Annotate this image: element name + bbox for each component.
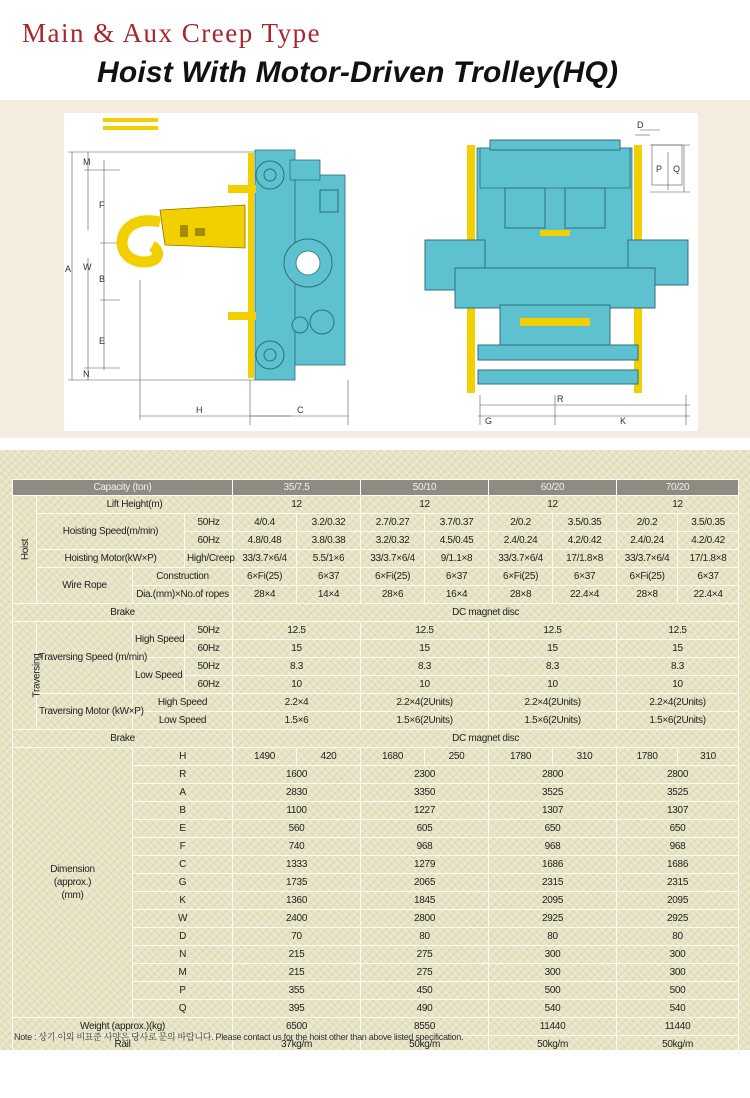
spec-cell: 70 xyxy=(233,928,361,946)
traversing-motor-label: Traversing Motor (kW×P) xyxy=(37,694,133,730)
spec-cell: 17/1.8×8 xyxy=(553,550,617,568)
spec-table xyxy=(12,479,739,1054)
spec-cell: 2800 xyxy=(617,766,739,784)
spec-cell: 10 xyxy=(233,676,361,694)
spec-cell: 1100 xyxy=(233,802,361,820)
spec-cell: 1.5×6(2Units) xyxy=(489,712,617,730)
high-speed-sub-label: High Speed xyxy=(133,694,233,712)
spec-cell: 15 xyxy=(233,640,361,658)
traversing-group-label: Traversing xyxy=(13,622,37,730)
spec-cell: 605 xyxy=(361,820,489,838)
spec-cell: 2.7/0.27 xyxy=(361,514,425,532)
hoisting-motor-row xyxy=(13,550,739,568)
capacity-value: 35/7.5 xyxy=(233,480,361,496)
dim-label-f: F xyxy=(99,200,105,210)
spec-cell: 310 xyxy=(678,748,739,766)
frequency-label: 60Hz xyxy=(185,676,233,694)
dimension-letter: C xyxy=(133,856,233,874)
lift-height-value: 12 xyxy=(233,496,361,514)
spec-cell: 1279 xyxy=(361,856,489,874)
spec-cell: 12.5 xyxy=(617,622,739,640)
weight-label: Weight (approx.)(kg) xyxy=(13,1018,233,1036)
spec-cell: 3525 xyxy=(617,784,739,802)
dimension-letter: W xyxy=(133,910,233,928)
spec-cell: 50kg/m xyxy=(361,1036,489,1054)
traversing-brake-row xyxy=(13,730,739,748)
spec-cell: 6×Fi(25) xyxy=(361,568,425,586)
spec-cell: 1735 xyxy=(233,874,361,892)
frequency-label: 60Hz xyxy=(185,640,233,658)
spec-cell: 2.2×4 xyxy=(233,694,361,712)
spec-cell: 8.3 xyxy=(489,658,617,676)
trav-motor-high-row xyxy=(13,694,739,712)
spec-cell: 1360 xyxy=(233,892,361,910)
dimension-letter: Q xyxy=(133,1000,233,1018)
spec-cell: 2400 xyxy=(233,910,361,928)
catalog-title: Main & Aux Creep Type xyxy=(22,18,322,48)
catalog-subtitle: Hoist With Motor-Driven Trolley(HQ) xyxy=(97,56,619,89)
frequency-label: 60Hz xyxy=(185,532,233,550)
spec-cell: 6×Fi(25) xyxy=(233,568,297,586)
spec-cell: 28×6 xyxy=(361,586,425,604)
spec-cell: 2.4/0.24 xyxy=(489,532,553,550)
spec-cell: 3525 xyxy=(489,784,617,802)
spec-cell: 12.5 xyxy=(361,622,489,640)
spec-cell: 250 xyxy=(425,748,489,766)
spec-cell: 740 xyxy=(233,838,361,856)
front-view-hoist xyxy=(425,140,688,393)
dim-label-p: P xyxy=(656,164,663,174)
spec-cell: 33/3.7×6/4 xyxy=(617,550,678,568)
spec-cell: 968 xyxy=(489,838,617,856)
dimension-letter: H xyxy=(133,748,233,766)
spec-cell: 560 xyxy=(233,820,361,838)
spec-cell: 1227 xyxy=(361,802,489,820)
spec-cell: 2300 xyxy=(361,766,489,784)
hoisting-speed-label: Hoisting Speed(m/min) xyxy=(37,514,185,550)
spec-cell: 968 xyxy=(617,838,739,856)
dim-label-n: N xyxy=(83,369,90,379)
spec-cell: 12.5 xyxy=(489,622,617,640)
spec-cell: 5.5/1×6 xyxy=(297,550,361,568)
spec-cell: 10 xyxy=(489,676,617,694)
spec-cell: 22.4×4 xyxy=(678,586,739,604)
spec-cell: 2.2×4(2Units) xyxy=(617,694,739,712)
dimension-letter: A xyxy=(133,784,233,802)
spec-cell: 15 xyxy=(617,640,739,658)
high-speed-label: High Speed xyxy=(133,622,185,658)
spec-cell: 450 xyxy=(361,982,489,1000)
spec-cell: 2925 xyxy=(617,910,739,928)
spec-cell: 80 xyxy=(361,928,489,946)
dimension-letter: P xyxy=(133,982,233,1000)
dia-label: Dia.(mm)×No.of ropes xyxy=(133,586,233,604)
spec-cell: 275 xyxy=(361,964,489,982)
spec-cell: 50kg/m xyxy=(489,1036,617,1054)
spec-cell: 6×Fi(25) xyxy=(489,568,553,586)
spec-cell: 2095 xyxy=(489,892,617,910)
side-view-hoist xyxy=(103,118,345,380)
dim-label-a: A xyxy=(65,264,72,274)
spec-cell: 540 xyxy=(489,1000,617,1018)
spec-cell: 2.2×4(2Units) xyxy=(361,694,489,712)
traversing-speed-label: Traversing Speed (m/min) xyxy=(37,622,133,694)
spec-cell: 28×8 xyxy=(489,586,553,604)
spec-cell: 6×37 xyxy=(297,568,361,586)
spec-cell: 8.3 xyxy=(617,658,739,676)
dimension-h-row xyxy=(13,748,739,766)
dim-label-d: D xyxy=(637,120,644,130)
spec-cell: 3.8/0.38 xyxy=(297,532,361,550)
spec-cell: 215 xyxy=(233,946,361,964)
spec-cell: 2.2×4(2Units) xyxy=(489,694,617,712)
spec-cell: 2095 xyxy=(617,892,739,910)
spec-cell: 15 xyxy=(489,640,617,658)
spec-cell: 8550 xyxy=(361,1018,489,1036)
hoist-brake-row xyxy=(13,604,739,622)
spec-cell: 37kg/m xyxy=(233,1036,361,1054)
spec-cell: 1.5×6(2Units) xyxy=(617,712,739,730)
spec-cell: 1686 xyxy=(617,856,739,874)
spec-cell: 2/0.2 xyxy=(617,514,678,532)
dim-label-k: K xyxy=(620,416,627,426)
spec-cell: 17/1.8×8 xyxy=(678,550,739,568)
lift-height-value: 12 xyxy=(489,496,617,514)
spec-cell: 11440 xyxy=(617,1018,739,1036)
hoisting-speed-50-row xyxy=(13,514,739,532)
spec-cell: 650 xyxy=(489,820,617,838)
spec-cell: 50kg/m xyxy=(617,1036,739,1054)
dimension-letter: N xyxy=(133,946,233,964)
dimension-group-label: Dimension (approx.) (mm) xyxy=(13,748,133,1018)
spec-cell: 80 xyxy=(489,928,617,946)
spec-cell: 490 xyxy=(361,1000,489,1018)
spec-cell: 4.2/0.42 xyxy=(678,532,739,550)
dim-label-w: W xyxy=(83,262,92,272)
spec-cell: 300 xyxy=(617,946,739,964)
spec-cell: 10 xyxy=(361,676,489,694)
lift-height-row xyxy=(13,496,739,514)
spec-cell: 3.2/0.32 xyxy=(361,532,425,550)
capacity-label: Capacity (ton) xyxy=(13,480,233,496)
spec-cell: 1680 xyxy=(361,748,425,766)
hoist-group-label: Hoist xyxy=(13,496,37,604)
spec-cell: 9/1.1×8 xyxy=(425,550,489,568)
spec-cell: 420 xyxy=(297,748,361,766)
spec-cell: 6500 xyxy=(233,1018,361,1036)
spec-cell: 2.4/0.24 xyxy=(617,532,678,550)
spec-cell: 2/0.2 xyxy=(489,514,553,532)
spec-cell: 500 xyxy=(489,982,617,1000)
trav-high-50-row xyxy=(13,622,739,640)
spec-cell: 300 xyxy=(489,964,617,982)
dim-label-g: G xyxy=(485,416,493,426)
spec-cell: 1.5×6(2Units) xyxy=(361,712,489,730)
frequency-label: 50Hz xyxy=(185,658,233,676)
dimension-letter: K xyxy=(133,892,233,910)
dim-label-m: M xyxy=(83,157,91,167)
spec-cell: 4.2/0.42 xyxy=(553,532,617,550)
spec-cell: 8.3 xyxy=(361,658,489,676)
dim-label-h: H xyxy=(196,405,203,415)
dim-label-e: E xyxy=(99,336,106,346)
spec-cell: 215 xyxy=(233,964,361,982)
spec-cell: 500 xyxy=(617,982,739,1000)
capacity-row xyxy=(13,480,739,496)
spec-cell: 11440 xyxy=(489,1018,617,1036)
spec-cell: 3.7/0.37 xyxy=(425,514,489,532)
spec-cell: 2800 xyxy=(489,766,617,784)
spec-cell: 395 xyxy=(233,1000,361,1018)
dimension-letter: F xyxy=(133,838,233,856)
spec-cell: 15 xyxy=(361,640,489,658)
dimension-letter: M xyxy=(133,964,233,982)
low-speed-sub-label: Low Speed xyxy=(133,712,233,730)
frequency-label: 50Hz xyxy=(185,622,233,640)
footnote: Note : 상기 이외 비표준 사양은 당사로 문의 바랍니다. Please contact us for the hoist other than above listed specification. xyxy=(14,1032,464,1042)
dimension-letter: G xyxy=(133,874,233,892)
lift-height-value: 12 xyxy=(361,496,489,514)
lift-height-label: Lift Height(m) xyxy=(37,496,233,514)
spec-cell: 650 xyxy=(617,820,739,838)
spec-cell: 6×37 xyxy=(425,568,489,586)
spec-cell: 275 xyxy=(361,946,489,964)
spec-cell: 1333 xyxy=(233,856,361,874)
spec-cell: 3.5/0.35 xyxy=(678,514,739,532)
brake-label: Brake xyxy=(13,604,233,622)
dimension-letter: D xyxy=(133,928,233,946)
spec-cell: 1686 xyxy=(489,856,617,874)
hoist-drawing xyxy=(0,0,750,450)
brake-label: Brake xyxy=(13,730,233,748)
spec-cell: 4/0.4 xyxy=(233,514,297,532)
spec-cell: 300 xyxy=(489,946,617,964)
lift-height-value: 12 xyxy=(617,496,739,514)
spec-cell: 33/3.7×6/4 xyxy=(361,550,425,568)
spec-cell: 2065 xyxy=(361,874,489,892)
spec-cell: 300 xyxy=(617,964,739,982)
spec-cell: 2830 xyxy=(233,784,361,802)
low-speed-label: Low Speed xyxy=(133,658,185,694)
spec-cell: 3.2/0.32 xyxy=(297,514,361,532)
spec-cell: 1845 xyxy=(361,892,489,910)
spec-cell: 310 xyxy=(553,748,617,766)
spec-cell: 1307 xyxy=(617,802,739,820)
spec-cell: 16×4 xyxy=(425,586,489,604)
frequency-label: 50Hz xyxy=(185,514,233,532)
spec-cell: 33/3.7×6/4 xyxy=(233,550,297,568)
wire-rope-label: Wire Rope xyxy=(37,568,133,604)
spec-cell: 355 xyxy=(233,982,361,1000)
spec-cell: 10 xyxy=(617,676,739,694)
spec-cell: 4.5/0.45 xyxy=(425,532,489,550)
spec-cell: 80 xyxy=(617,928,739,946)
spec-cell: 3350 xyxy=(361,784,489,802)
spec-cell: 968 xyxy=(361,838,489,856)
hoisting-motor-label: Hoisting Motor(kW×P) xyxy=(37,550,185,568)
capacity-value: 60/20 xyxy=(489,480,617,496)
dim-label-r: R xyxy=(557,394,564,404)
brake-value: DC magnet disc xyxy=(233,730,739,748)
dimension-letter: R xyxy=(133,766,233,784)
spec-cell: 1307 xyxy=(489,802,617,820)
construction-label: Construction xyxy=(133,568,233,586)
spec-cell: 1490 xyxy=(233,748,297,766)
spec-cell: 2800 xyxy=(361,910,489,928)
spec-cell: 2315 xyxy=(489,874,617,892)
spec-cell: 28×4 xyxy=(233,586,297,604)
spec-cell: 8.3 xyxy=(233,658,361,676)
spec-cell: 28×8 xyxy=(617,586,678,604)
dim-label-c: C xyxy=(297,405,304,415)
spec-cell: 1.5×6 xyxy=(233,712,361,730)
spec-cell: 33/3.7×6/4 xyxy=(489,550,553,568)
brake-value: DC magnet disc xyxy=(233,604,739,622)
dimension-letter: E xyxy=(133,820,233,838)
spec-cell: 2925 xyxy=(489,910,617,928)
dim-label-b: B xyxy=(99,274,106,284)
spec-cell: 1780 xyxy=(489,748,553,766)
spec-cell: 12.5 xyxy=(233,622,361,640)
spec-cell: 1600 xyxy=(233,766,361,784)
rail-label: Rail xyxy=(13,1036,233,1054)
dimension-letter: B xyxy=(133,802,233,820)
spec-cell: 1780 xyxy=(617,748,678,766)
dim-label-q: Q xyxy=(673,164,681,174)
capacity-value: 50/10 xyxy=(361,480,489,496)
spec-cell: 3.5/0.35 xyxy=(553,514,617,532)
capacity-value: 70/20 xyxy=(617,480,739,496)
spec-cell: 4.8/0.48 xyxy=(233,532,297,550)
spec-cell: 6×37 xyxy=(678,568,739,586)
hoisting-motor-sub: High/Creep xyxy=(185,550,233,568)
spec-cell: 6×Fi(25) xyxy=(617,568,678,586)
spec-cell: 14×4 xyxy=(297,586,361,604)
wire-rope-construction-row xyxy=(13,568,739,586)
spec-cell: 540 xyxy=(617,1000,739,1018)
spec-cell: 6×37 xyxy=(553,568,617,586)
spec-cell: 22.4×4 xyxy=(553,586,617,604)
spec-cell: 2315 xyxy=(617,874,739,892)
